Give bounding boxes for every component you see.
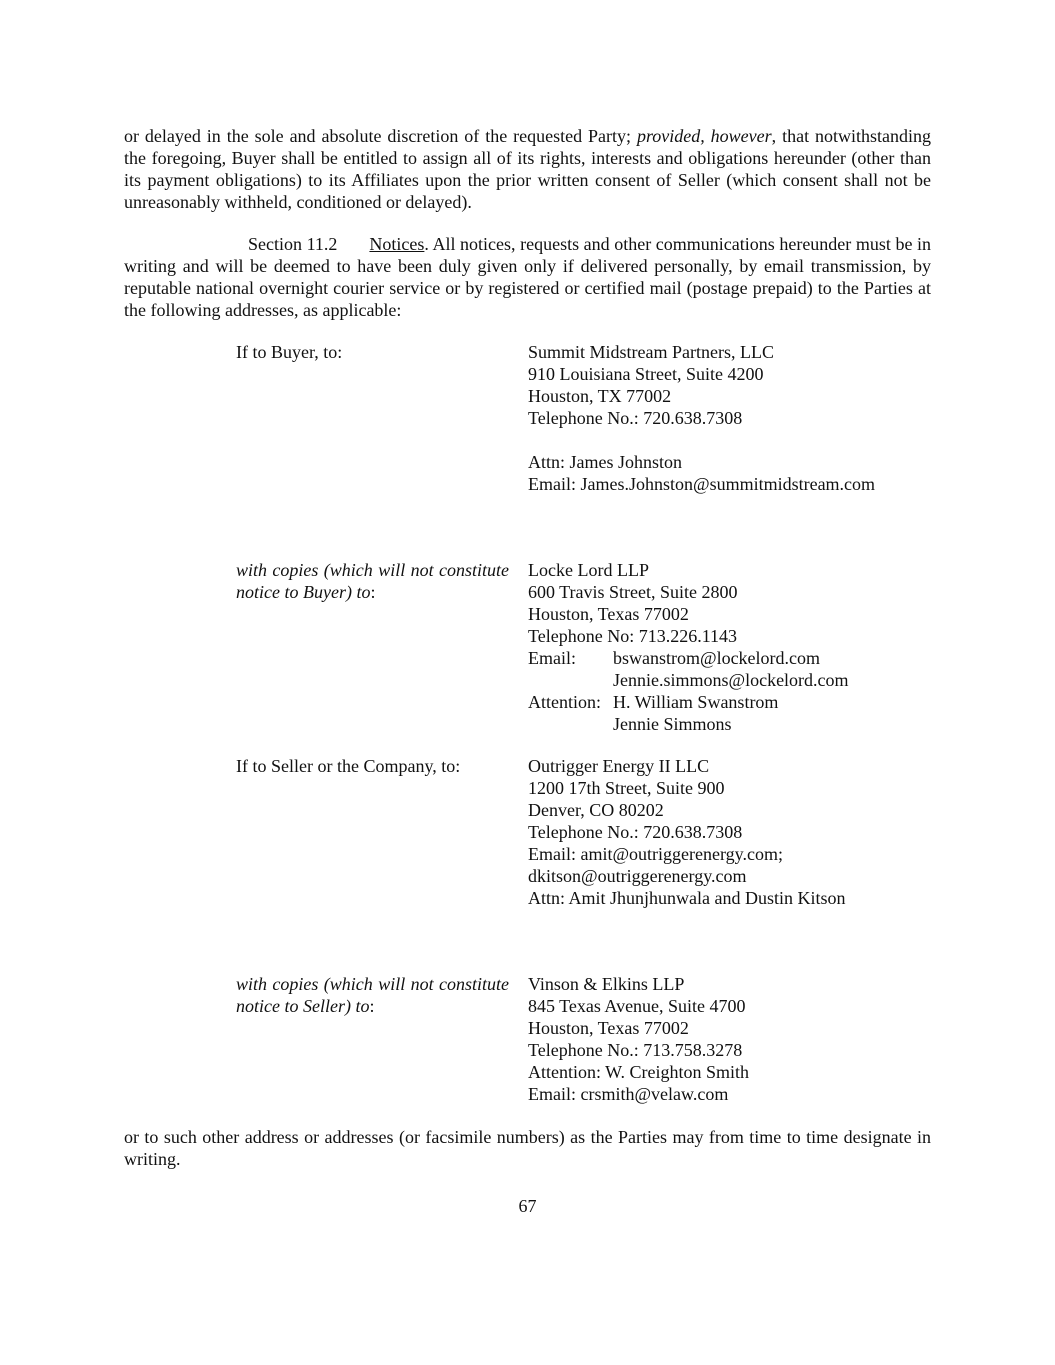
seller-copy-label: with copies (which will not constitute notice to Seller) to: — [236, 974, 509, 1016]
buyer-copy-address — [528, 559, 948, 735]
seller-line: 1200 17th Street, Suite 900 — [528, 778, 725, 798]
buyer-email: Email: James.Johnston@summitmidstream.com — [528, 474, 876, 494]
seller-copy-line: Telephone No.: 713.758.3278 — [528, 1040, 743, 1060]
intro-paragraph — [124, 125, 931, 213]
section-text: . All notices, requests and other communications hereunder must be in writing and will be deemed to have been duly given only if delivered personally, by email transmission, by reputable national overnight courier service or by registered or certified mail (postage prepaid) to the Parties at the following addresses, as applicable: — [124, 234, 932, 320]
buyer-line: Houston, TX 77002 — [528, 386, 672, 406]
seller-address — [528, 755, 948, 909]
section-11-2-paragraph — [124, 233, 931, 321]
intro-text-continued: , that notwithstanding the foregoing, Buyer shall be entitled to assign all of its rights, interests and obligations hereunder (other than its payment obligations) to its Affiliates upon the prior written consent of Seller (which consent shall not be unreasonably withheld, conditioned or delayed). — [124, 126, 931, 212]
seller-email-row: dkitson@outriggerenergy.com — [528, 866, 747, 886]
intro-italic: provided, however — [636, 126, 772, 146]
buyer-address — [528, 341, 948, 495]
buyer-line: Summit Midstream Partners, LLC — [528, 342, 774, 362]
page-number: 67 — [518, 1196, 537, 1216]
closing-paragraph: or to such other address or addresses (or facsimile numbers) as the Parties may from time to time designate in writing. — [124, 1127, 931, 1169]
seller-attn: Attn: Amit Jhunjhunwala and Dustin Kitson — [528, 888, 846, 908]
buyer-attn: Attn: James Johnston — [528, 452, 683, 472]
buyer-copy-email-row: Jennie.simmons@lockelord.com — [613, 670, 849, 690]
buyer-line: Telephone No.: 720.638.7308 — [528, 408, 743, 428]
buyer-copy-attention-row: Attention: H. William Swanstrom — [528, 692, 779, 712]
buyer-copy-line: Houston, Texas 77002 — [528, 604, 689, 624]
seller-email-row: Email: amit@outriggerenergy.com; — [528, 844, 784, 864]
intro-text: or delayed in the sole and absolute discretion of the requested Party; — [124, 126, 637, 146]
buyer-copy-line: Locke Lord LLP — [528, 560, 649, 580]
buyer-copy-attention-row: Jennie Simmons — [613, 714, 732, 734]
seller-copy-line: 845 Texas Avenue, Suite 4700 — [528, 996, 746, 1016]
buyer-copy-line: Telephone No: 713.226.1143 — [528, 626, 738, 646]
seller-line: Outrigger Energy II LLC — [528, 756, 710, 776]
buyer-line: 910 Louisiana Street, Suite 4200 — [528, 364, 764, 384]
seller-label: If to Seller or the Company, to: — [236, 756, 461, 776]
buyer-label: If to Buyer, to: — [236, 342, 343, 362]
buyer-copy-label: with copies (which will not constitute notice to Buyer) to: — [236, 560, 509, 602]
buyer-copy-line: 600 Travis Street, Suite 2800 — [528, 582, 738, 602]
seller-copy-line: Attention: W. Creighton Smith — [528, 1062, 750, 1082]
seller-copy-line: Vinson & Elkins LLP — [528, 974, 685, 994]
section-number: Section 11.2 — [248, 234, 338, 254]
buyer-copy-email-row: Email: bswanstrom@lockelord.com — [528, 648, 821, 668]
seller-copy-line: Houston, Texas 77002 — [528, 1018, 689, 1038]
section-heading: Notices — [369, 234, 425, 254]
seller-line: Denver, CO 80202 — [528, 800, 664, 820]
seller-copy-address — [528, 973, 948, 1105]
seller-line: Telephone No.: 720.638.7308 — [528, 822, 743, 842]
seller-copy-line: Email: crsmith@velaw.com — [528, 1084, 729, 1104]
